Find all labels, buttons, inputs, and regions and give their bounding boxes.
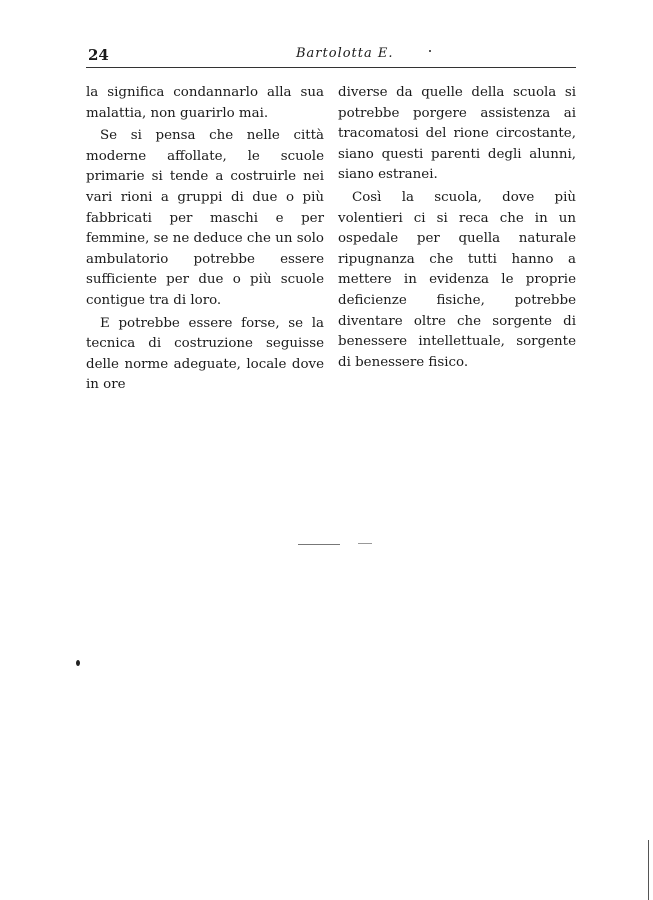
left-column [86, 83, 324, 396]
ink-speck-left [76, 660, 80, 666]
left-paragraph-1: la significa condannarlo alla sua malattia, non guarirlo mai. [86, 85, 324, 121]
right-paragraph-2: Così la scuola, dove più volentieri ci si reca che in un ospedale per quella naturale ripugnanza che tutti hanno a mettere in evidenza le proprie deficienze fisiche, potrebbe diventare oltre che sorgente di benessere intellettuale, sorgente di benessere fisico. [338, 189, 576, 370]
page-edge-line [648, 840, 649, 900]
page-number: 24 [88, 46, 109, 64]
section-end-mark [298, 544, 340, 545]
right-column [338, 83, 576, 373]
section-end-mark-tail [358, 543, 372, 544]
right-paragraph-1: diverse da quelle della scuola si potrebbe porgere assistenza ai tracomatosi del rione circostante, siano questi parenti degli alunni, siano estranei. [338, 85, 576, 183]
left-paragraph-2: Se si pensa che nelle città moderne affollate, le scuole primarie si tende a costruirle nei vari rioni a gruppi di due o più fabbricati per maschi e per femmine, se ne deduce che un solo ambulatorio potrebbe essere sufficiente per due o più scuole contigue tra di loro. [86, 128, 324, 308]
left-paragraph-3: E potrebbe essere forse, se la tecnica di costruzione seguisse delle norme adeguate, locale dove in ore [86, 315, 324, 393]
ink-speck-top [429, 50, 431, 52]
running-head: Bartolotta E. [296, 46, 394, 61]
header-rule [86, 67, 576, 68]
